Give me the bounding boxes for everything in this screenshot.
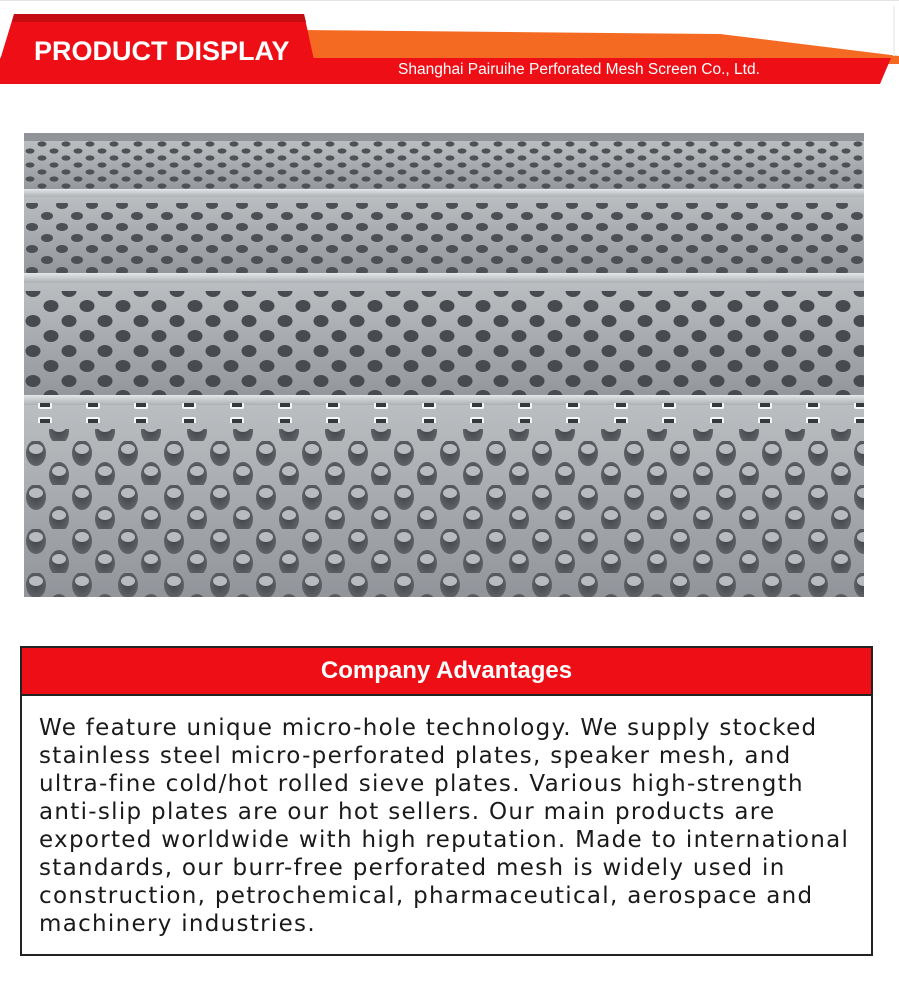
advantages-title: Company Advantages — [320, 657, 573, 684]
advantages-header-bar — [22, 648, 871, 696]
advantages-body-text: We feature unique micro-hole technology. We supply stocked stainless steel micro-perforated plates, speaker mesh, and ultra-fine cold/hot rolled sieve plates. Various high-strength anti-slip plates are our hot sellers. Our main products are exported worldwide with high reputation. Made to international standards, our burr-free perforated mesh is widely used in construction, petrochemical, pharmaceutical, aerospace and machinery industries. — [39, 715, 850, 937]
product-image — [24, 133, 864, 597]
perforated-plate-illustration — [24, 133, 864, 597]
company-name: Shanghai Pairuihe Perforated Mesh Screen Co., Ltd. — [398, 61, 760, 78]
page-title: PRODUCT DISPLAY — [34, 36, 290, 66]
header-banner — [0, 0, 899, 90]
advantages-section — [20, 646, 873, 956]
